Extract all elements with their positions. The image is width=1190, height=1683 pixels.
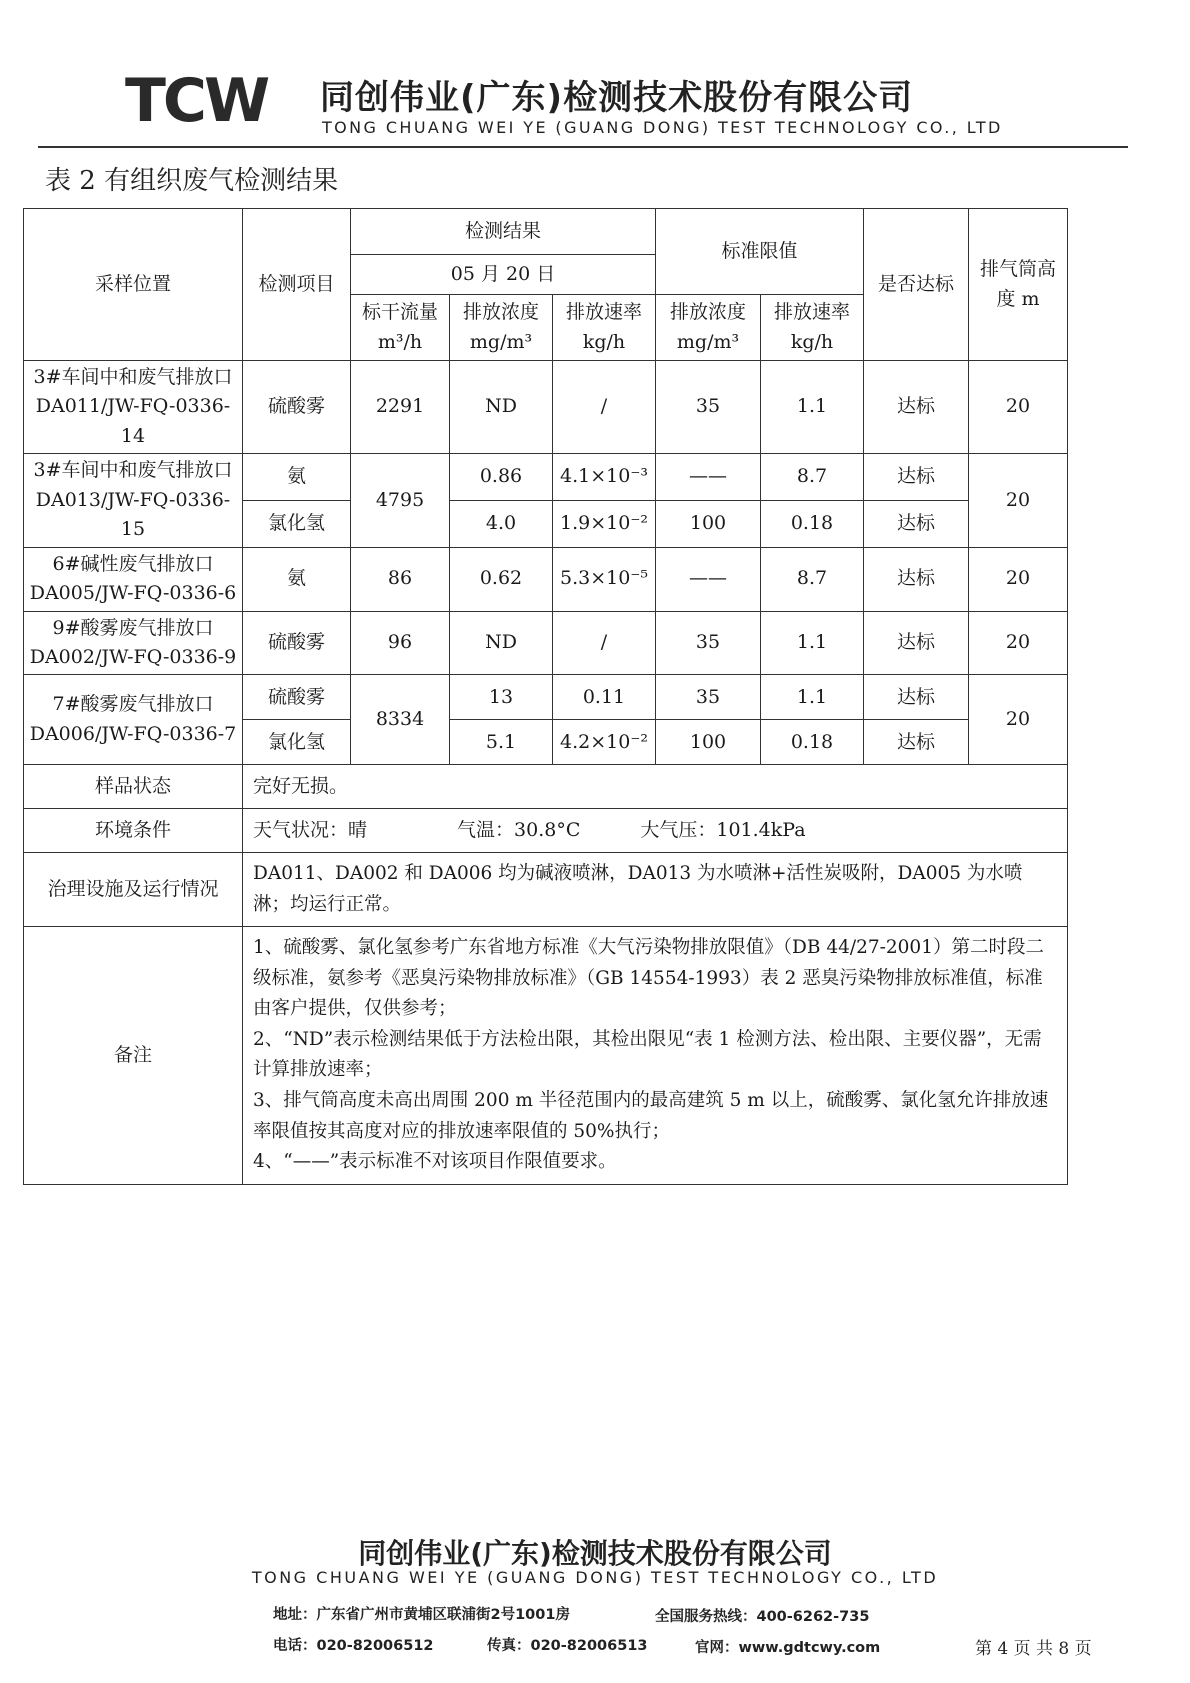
environment-value [243, 809, 1068, 853]
ok-cell: 达标 [864, 720, 969, 765]
location-cell: 9#酸雾废气排放口 DA002/JW-FQ-0336-9 [24, 611, 243, 675]
item-cell: 氯化氢 [243, 500, 351, 547]
lim-rate-cell: 8.7 [761, 454, 864, 501]
header-limit: 标准限值 [656, 209, 864, 295]
lim-conc-cell: 35 [656, 611, 761, 675]
rate-cell: / [553, 361, 656, 454]
header-compliance: 是否达标 [864, 209, 969, 361]
lim-rate-cell: 0.18 [761, 720, 864, 765]
item-cell: 氨 [243, 454, 351, 501]
header-location: 采样位置 [24, 209, 243, 361]
table-row [24, 675, 1126, 720]
flow-cell: 96 [351, 611, 450, 675]
footer-address: 地址：广东省广州市黄埔区联浦街2号1001房 [273, 1607, 570, 1623]
ok-cell: 达标 [864, 547, 969, 611]
header-date: 05 月 20 日 [351, 255, 656, 295]
sample-state-value: 完好无损。 [243, 765, 1068, 809]
table-title: 表 2 有组织废气检测结果 [45, 166, 339, 196]
height-cell: 20 [969, 361, 1068, 454]
header-results: 检测结果 [351, 209, 656, 255]
conc-cell: 5.1 [450, 720, 553, 765]
header-lim-conc: 排放浓度 mg/m³ [656, 295, 761, 361]
conc-cell: 13 [450, 675, 553, 720]
ok-cell: 达标 [864, 675, 969, 720]
lim-conc-cell: 100 [656, 720, 761, 765]
table-row [24, 809, 1126, 853]
footer-phone: 电话：020-82006512 [273, 1638, 434, 1654]
header-lim-rate: 排放速率 kg/h [761, 295, 864, 361]
rate-cell: 1.9×10⁻² [553, 500, 656, 547]
company-name-en: TONG CHUANG WEI YE (GUANG DONG) TEST TECHNOLOGY CO., LTD [322, 118, 1003, 137]
lim-conc-cell: 100 [656, 500, 761, 547]
height-cell: 20 [969, 675, 1068, 765]
header-flow: 标干流量 m³/h [351, 295, 450, 361]
footer-company-en: TONG CHUANG WEI YE (GUANG DONG) TEST TECHNOLOGY CO., LTD [251, 1568, 939, 1587]
facilities-value: DA011、DA002 和 DA006 均为碱液喷淋，DA013 为水喷淋+活性炭吸附，DA005 为水喷淋；均运行正常。 [243, 853, 1068, 927]
lim-rate-cell: 1.1 [761, 611, 864, 675]
sample-state-label: 样品状态 [24, 765, 243, 809]
rate-cell: / [553, 611, 656, 675]
ok-cell: 达标 [864, 611, 969, 675]
item-cell: 硫酸雾 [243, 361, 351, 454]
company-logo: TCW [125, 66, 268, 136]
item-cell: 氨 [243, 547, 351, 611]
ok-cell: 达标 [864, 500, 969, 547]
header-height: 排气筒高度 m [969, 209, 1068, 361]
note-1: 1、硫酸雾、氯化氢参考广东省地方标准《大气污染物排放限值》（DB 44/27-2001）第二时段二级标准，氨参考《恶臭污染物排放标准》（GB 14554-1993）表 2 恶臭污染物排放标准值，标准由客户提供，仅供参考； [253, 937, 1044, 1020]
temperature-text: 气温：30.8°C [457, 819, 581, 842]
location-cell: 3#车间中和废气排放口 DA013/JW-FQ-0336-15 [24, 454, 243, 547]
lim-rate-cell: 1.1 [761, 361, 864, 454]
pressure-text: 大气压：101.4kPa [640, 819, 806, 842]
height-cell: 20 [969, 547, 1068, 611]
page-number: 第 4 页 共 8 页 [975, 1639, 1092, 1659]
header-rate: 排放速率 kg/h [553, 295, 656, 361]
lim-conc-cell: —— [656, 454, 761, 501]
table-row [24, 547, 1126, 611]
notes-label: 备注 [24, 927, 243, 1184]
flow-cell: 4795 [351, 454, 450, 547]
conc-cell: 4.0 [450, 500, 553, 547]
footer-company-cn: 同创伟业(广东)检测技术股份有限公司 [358, 1537, 832, 1570]
footer-fax: 传真：020-82006513 [487, 1638, 648, 1654]
lim-conc-cell: 35 [656, 675, 761, 720]
rate-cell: 0.11 [553, 675, 656, 720]
lim-rate-cell: 0.18 [761, 500, 864, 547]
table-row [24, 361, 1126, 454]
page-header [125, 58, 1125, 138]
height-cell: 20 [969, 454, 1068, 547]
table-row [24, 927, 1126, 1184]
location-cell: 6#碱性废气排放口 DA005/JW-FQ-0336-6 [24, 547, 243, 611]
conc-cell: ND [450, 361, 553, 454]
waste-gas-results-table [23, 208, 1126, 1185]
location-cell: 3#车间中和废气排放口 DA011/JW-FQ-0336-14 [24, 361, 243, 454]
notes-value [243, 927, 1068, 1184]
ok-cell: 达标 [864, 361, 969, 454]
lim-conc-cell: —— [656, 547, 761, 611]
note-3: 3、排气筒高度未高出周围 200 m 半径范围内的最高建筑 5 m 以上，硫酸雾、氯化氢允许排放速率限值按其高度对应的排放速率限值的 50%执行； [253, 1089, 1049, 1142]
lim-rate-cell: 8.7 [761, 547, 864, 611]
weather-text: 天气状况：晴 [253, 819, 368, 842]
location-cell: 7#酸雾废气排放口 DA006/JW-FQ-0336-7 [24, 675, 243, 765]
table-row [24, 454, 1126, 501]
header-item: 检测项目 [243, 209, 351, 361]
conc-cell: 0.86 [450, 454, 553, 501]
table-row [24, 611, 1126, 675]
facilities-label: 治理设施及运行情况 [24, 853, 243, 927]
table-row [24, 765, 1126, 809]
footer-hotline: 全国服务热线：400-6262-735 [655, 1609, 870, 1625]
header-divider [38, 146, 1128, 148]
environment-label: 环境条件 [24, 809, 243, 853]
table-row [24, 853, 1126, 927]
footer-website: 官网：www.gdtcwy.com [695, 1640, 881, 1656]
height-cell: 20 [969, 611, 1068, 675]
item-cell: 氯化氢 [243, 720, 351, 765]
rate-cell: 4.2×10⁻² [553, 720, 656, 765]
ok-cell: 达标 [864, 454, 969, 501]
rate-cell: 4.1×10⁻³ [553, 454, 656, 501]
company-name-cn: 同创伟业(广东)检测技术股份有限公司 [320, 78, 914, 118]
conc-cell: 0.62 [450, 547, 553, 611]
flow-cell: 8334 [351, 675, 450, 765]
rate-cell: 5.3×10⁻⁵ [553, 547, 656, 611]
lim-rate-cell: 1.1 [761, 675, 864, 720]
note-2: 2、“ND”表示检测结果低于方法检出限，其检出限见“表 1 检测方法、检出限、主要仪器”，无需计算排放速率； [253, 1028, 1042, 1081]
flow-cell: 86 [351, 547, 450, 611]
flow-cell: 2291 [351, 361, 450, 454]
item-cell: 硫酸雾 [243, 611, 351, 675]
conc-cell: ND [450, 611, 553, 675]
item-cell: 硫酸雾 [243, 675, 351, 720]
header-conc: 排放浓度 mg/m³ [450, 295, 553, 361]
note-4: 4、“——”表示标准不对该项目作限值要求。 [253, 1151, 617, 1173]
lim-conc-cell: 35 [656, 361, 761, 454]
